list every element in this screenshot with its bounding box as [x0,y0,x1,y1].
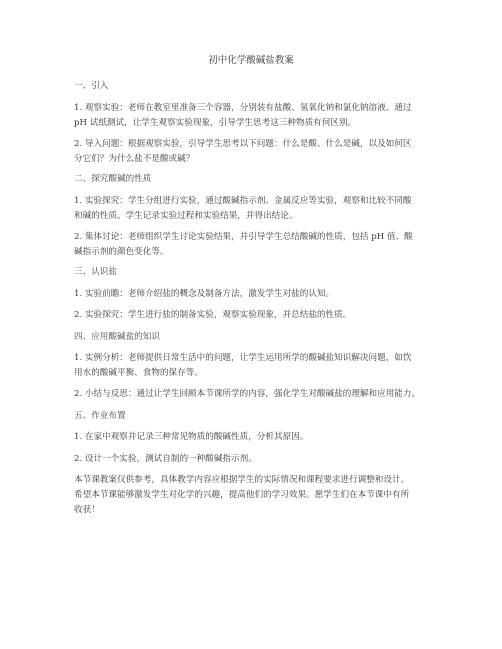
document-title: 初中化学酸碱盐教案 [208,55,294,66]
paragraph-explore-2 [74,230,434,260]
paragraph-line: 分它们？为什么盐不是酸或碱？ [74,154,195,164]
paragraph-intro-2 [74,137,434,167]
paragraph-salt-1 [74,287,434,302]
section-heading-intro: 一、引入 [74,81,109,91]
section-heading-salt: 三、认识盐 [74,267,117,277]
paragraph-apply-2 [74,387,434,402]
paragraph-line: 2. 集体讨论：老师组织学生讨论实验结果，并引导学生总结酸碱的性质，包括 pH 值、酸 [74,232,413,242]
paragraph-line: 收获！ [74,505,100,515]
closing-paragraph [74,473,434,518]
paragraph-line: 1. 实验探究：学生分组进行实验，通过酸碱指示剂、金属反应等实验，观察和比较不同酸 [74,196,412,206]
paragraph-line: 2. 实验探究：学生进行盐的制备实验，观察实验现象，并总结盐的性质。 [74,310,352,320]
paragraph-line: 希望本节课能够激发学生对化学的兴趣，提高他们的学习效果。愿学生们在本节课中有所 [74,490,410,500]
paragraph-homework-1 [74,430,434,445]
paragraph-line: 2. 设计一个实验，测试自制的一种酸碱指示剂。 [74,454,257,464]
paragraph-line: 1. 观察实验：老师在教室里准备三个容器，分别装有盐酸、氢氧化钠和氯化钠溶液。通过 [74,103,412,113]
paragraph-line: 和碱的性质。学生记录实验过程和实验结果，并得出结论。 [74,211,298,221]
paragraph-salt-2 [74,308,434,323]
paragraph-line: 碱指示剂的颜色变化等。 [74,247,169,257]
paragraph-line: 本节课教案仅供参考，具体教学内容应根据学生的实际情况和课程要求进行调整和设计。 [74,475,410,485]
paragraph-line: 1. 实验前瞻：老师介绍盐的概念及制备方法，激发学生对盐的认知。 [74,289,335,299]
paragraph-explore-1 [74,194,434,224]
paragraph-homework-2 [74,452,434,467]
paragraph-line: 2. 小结与反思：通过让学生回顾本节课所学的内容，强化学生对酸碱盐的理解和应用能力。 [74,389,421,399]
section-heading-explore: 二、探究酸碱的性质 [74,174,152,184]
paragraph-intro-1 [74,101,434,131]
paragraph-line: 2. 导入问题：根据观察实验，引导学生思考以下问题：什么是酸、什么是碱，以及如何区 [74,139,412,149]
paragraph-apply-1 [74,351,434,381]
section-heading-homework: 五、作业布置 [74,411,126,421]
paragraph-line: 用水的酸碱平衡、食物的保存等。 [74,368,203,378]
section-heading-apply: 四、应用酸碱盐的知识 [74,332,160,342]
paragraph-line: 1. 在家中观察并记录三种常见物质的酸碱性质，分析其原因。 [74,432,309,442]
paragraph-line: pH 试纸测试，让学生观察实验现象，引导学生思考这三种物质有何区别。 [74,118,357,128]
paragraph-line: 1. 实例分析：老师提供日常生活中的问题，让学生运用所学的酸碱盐知识解决问题，如饮 [74,353,412,363]
